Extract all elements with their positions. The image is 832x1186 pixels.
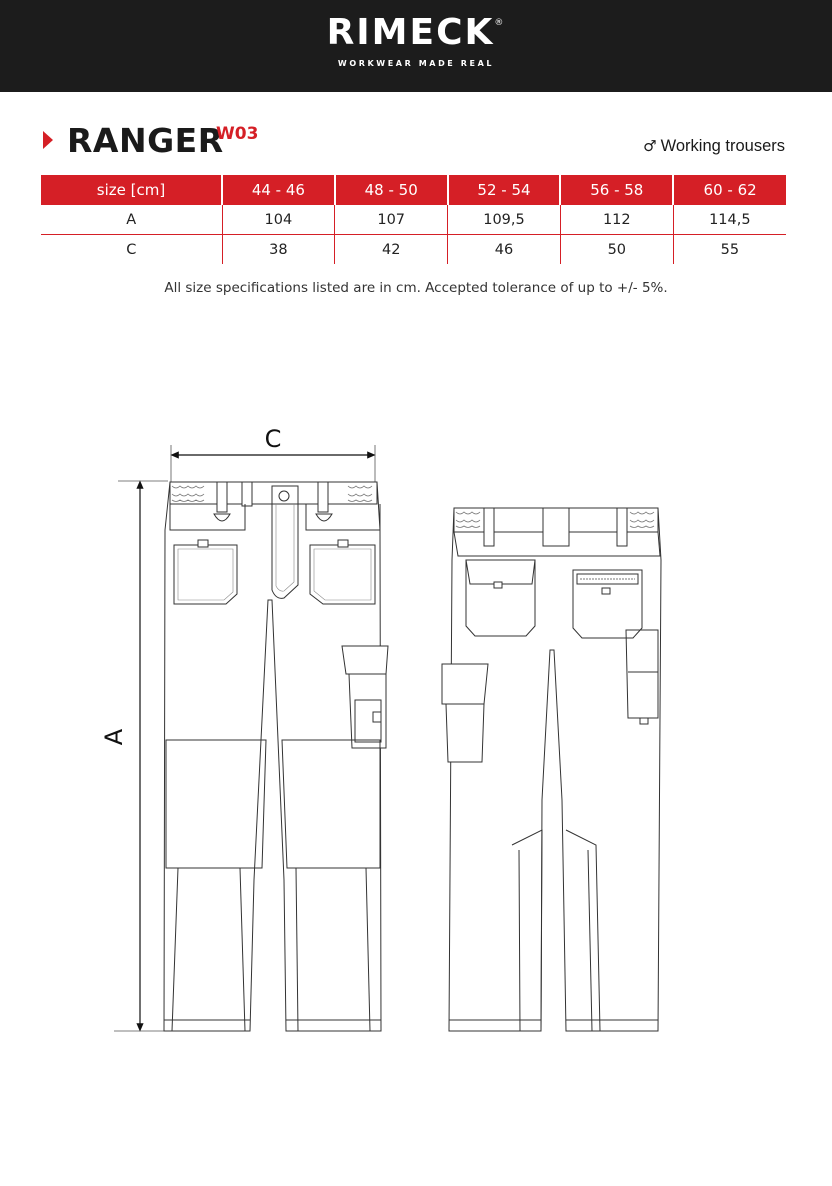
header-cell: 44 - 46 (222, 175, 335, 205)
tolerance-note: All size specifications listed are in cm. Accepted tolerance of up to +/- 5%. (164, 280, 668, 296)
table-cell: 112 (560, 205, 673, 235)
table-cell: A (41, 205, 222, 235)
trousers-front-view (164, 482, 388, 1031)
header-cell: 52 - 54 (448, 175, 561, 205)
table-cell: 38 (222, 235, 335, 265)
registered-mark: ® (494, 18, 506, 28)
table-cell: 42 (335, 235, 448, 265)
dimension-c (171, 425, 375, 482)
table-cell: C (126, 241, 137, 258)
table-cell: 107 (335, 205, 448, 235)
table-cell: 114,5 (673, 205, 786, 235)
dimension-c-label: C (264, 425, 282, 453)
brand-name: RIMECK (326, 12, 495, 53)
dimension-a-label: A (100, 728, 128, 746)
table-cell: 50 (560, 235, 673, 265)
brand-tagline: WORKWEAR MADE REAL (337, 59, 495, 68)
header-cell: 60 - 62 (673, 175, 786, 205)
product-type-label: Working trousers (660, 137, 785, 155)
product-title: RANGER (67, 121, 224, 160)
product-code: W03 (216, 124, 259, 144)
header-cell: size [cm] (41, 175, 222, 205)
dimension-a (100, 481, 168, 1031)
table-cell: 46 (448, 235, 561, 265)
trousers-back-view (442, 508, 661, 1031)
header-cell: 56 - 58 (560, 175, 673, 205)
male-icon: ♂ (643, 137, 657, 155)
table-cell: 55 (673, 235, 786, 265)
table-cell: 104 (222, 205, 335, 235)
table-cell: 109,5 (448, 205, 561, 235)
header-cell: 48 - 50 (335, 175, 448, 205)
